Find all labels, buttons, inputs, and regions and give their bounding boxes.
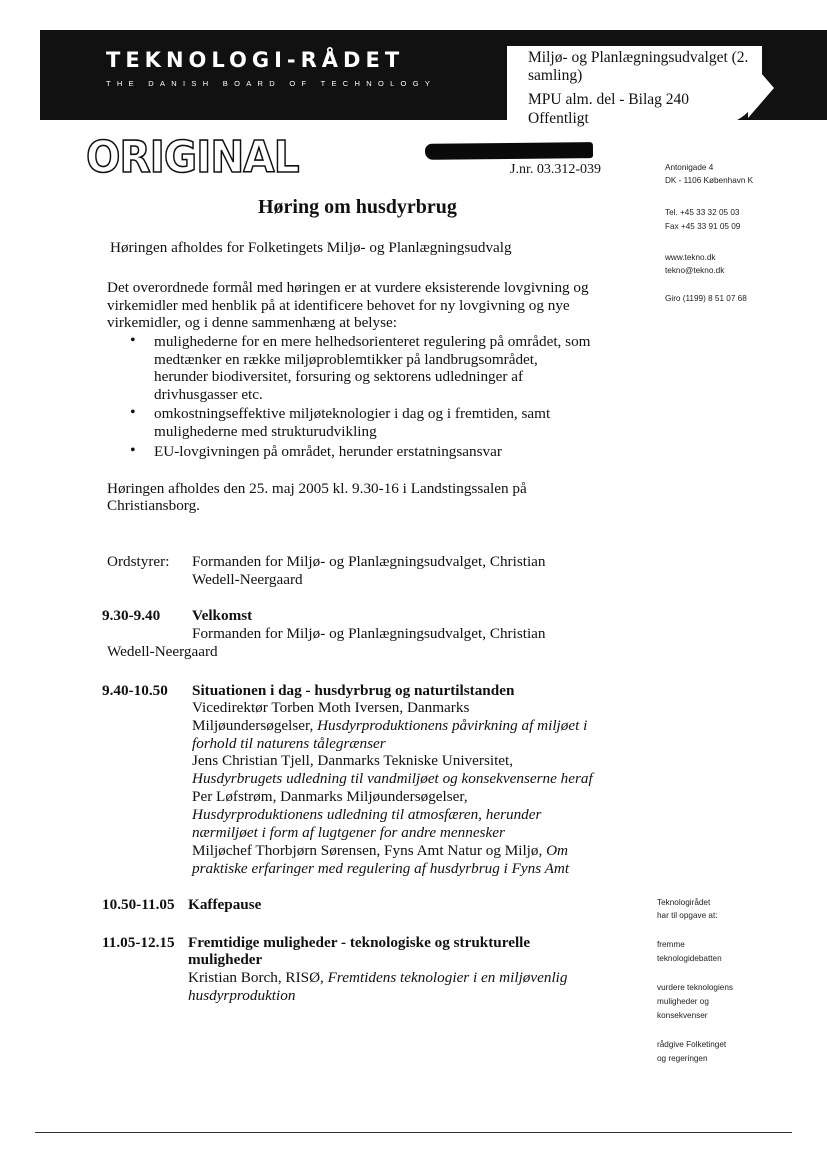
session-time: 10.50-11.05 <box>102 896 175 913</box>
sidebar-purpose-line: Teknologirådet <box>657 898 711 907</box>
bullet-text: EU-lovgivningen på området, herunder erstatningsansvar <box>154 443 502 460</box>
sidebar-purpose-line: og regeringen <box>657 1054 708 1063</box>
logo: TEKNOLOGI-RÅDET <box>106 48 405 72</box>
session-line: Formanden for Miljø- og Planlægningsudvalget, Christian <box>192 625 546 642</box>
ordstyrer-text: Wedell-Neergaard <box>192 571 303 588</box>
speaker-text: Miljøundersøgelser, <box>192 717 318 734</box>
sidebar-purpose-line: konsekvenser <box>657 1011 708 1020</box>
session-time: 9.40-10.50 <box>102 682 168 699</box>
session-heading: muligheder <box>188 951 263 968</box>
speaker-text: Kristian Borch, RISØ, <box>188 969 328 986</box>
label-line: MPU alm. del - Bilag 240 <box>528 91 690 108</box>
contact-email[interactable]: tekno@tekno.dk <box>665 266 725 275</box>
bullet-icon: • <box>130 442 136 459</box>
sidebar-purpose-line: har til opgave at: <box>657 911 718 920</box>
session-heading: Situationen i dag - husdyrbrug og naturtilstanden <box>192 682 515 699</box>
sidebar-purpose-line: fremme <box>657 940 685 949</box>
sidebar-purpose-line: rådgive Folketinget <box>657 1040 727 1049</box>
contact-giro: Giro (1199) 8 51 07 68 <box>665 294 747 303</box>
talk-title: Husdyrproduktionens udledning til atmosfæren, herunder <box>192 806 542 823</box>
date-line: Christiansborg. <box>107 497 200 514</box>
session-line <box>188 969 568 986</box>
speaker-text: Miljøchef Thorbjørn Sørensen, Fyns Amt Natur og Miljø, <box>192 842 547 859</box>
talk-title: husdyrproduktion <box>188 987 296 1004</box>
talk-title: nærmiljøet i form af lugtgener for andre mennesker <box>192 824 505 841</box>
contact-fax: Fax +45 33 91 05 09 <box>665 222 741 231</box>
purpose-line: virkemidler, og i denne sammenhæng at belyse: <box>107 314 397 331</box>
session-time: 11.05-12.15 <box>102 934 175 951</box>
session-line <box>192 717 587 734</box>
sidebar-purpose-line: vurdere teknologiens <box>657 983 734 992</box>
session-line: Jens Christian Tjell, Danmarks Tekniske Universitet, <box>192 752 514 769</box>
session-time: 9.30-9.40 <box>102 607 161 624</box>
contact-city: DK - 1106 København K <box>665 176 754 185</box>
filing-label <box>507 46 762 126</box>
contact-address: Antonigade 4 <box>665 163 714 172</box>
bullet-text: mulighederne for en mere helhedsorienteret regulering på området, som <box>154 333 591 350</box>
contact-phone: Tel. +45 33 32 05 03 <box>665 208 740 217</box>
document-title: Høring om husdyrbrug <box>258 196 457 218</box>
purpose-line: Det overordnede formål med høringen er at vurdere eksisterende lovgivning og <box>107 279 589 296</box>
label-line: samling) <box>528 67 583 84</box>
session-line: Per Løfstrøm, Danmarks Miljøundersøgelser, <box>192 788 468 805</box>
talk-title: Husdyrbrugets udledning til vandmiljøet og konsekvenserne heraf <box>192 770 593 787</box>
bullet-text: drivhusgasser etc. <box>154 386 263 403</box>
purpose-line: virkemidler med henblik på at identificere behovet for ny lovgivning og nye <box>107 297 570 314</box>
contact-web[interactable]: www.tekno.dk <box>665 253 716 262</box>
original-stamp: ORIGINAL <box>86 132 299 183</box>
date-line: Høringen afholdes den 25. maj 2005 kl. 9.30-16 i Landstingssalen på <box>107 480 527 497</box>
sidebar-purpose-line: muligheder og <box>657 997 709 1006</box>
label-line: Offentligt <box>528 110 589 127</box>
talk-title: praktiske erfaringer med regulering af husdyrbrug i Fyns Amt <box>192 860 570 877</box>
talk-title: Husdyrproduktionens påvirkning af miljøet i <box>317 717 588 734</box>
journal-number: J.nr. 03.312-039 <box>510 162 601 177</box>
session-heading: Fremtidige muligheder - teknologiske og strukturelle <box>188 934 531 951</box>
bullet-icon: • <box>130 404 136 421</box>
session-heading: Velkomst <box>192 607 253 624</box>
redaction-bar <box>425 142 593 160</box>
bullet-text: mulighederne med strukturudvikling <box>154 423 377 440</box>
talk-title: Fremtidens teknologier i en miljøvenlig <box>327 969 568 986</box>
logo-subtitle: THE DANISH BOARD OF TECHNOLOGY <box>106 79 437 88</box>
footer-divider <box>35 1132 792 1133</box>
ordstyrer-label: Ordstyrer: <box>107 553 170 570</box>
ordstyrer-text: Formanden for Miljø- og Planlægningsudvalget, Christian <box>192 553 546 570</box>
sidebar-purpose-line: teknologidebatten <box>657 954 722 963</box>
session-heading: Kaffepause <box>188 896 262 913</box>
talk-title: forhold til naturens tålegrænser <box>192 735 386 752</box>
intro-text: Høringen afholdes for Folketingets Miljø- og Planlægningsudvalg <box>110 239 512 256</box>
bullet-icon: • <box>130 332 136 349</box>
label-line: Miljø- og Planlægningsudvalget (2. <box>528 49 749 66</box>
bullet-text: omkostningseffektive miljøteknologier i dag og i fremtiden, samt <box>154 405 551 422</box>
bullet-text: medtænker en række miljøproblemtikker på landbrugsområdet, <box>154 351 538 368</box>
session-line <box>192 842 568 859</box>
bullet-text: herunder biodiversitet, forsuring og sektorens udledninger af <box>154 368 524 385</box>
session-line: Vicedirektør Torben Moth Iversen, Danmarks <box>192 699 470 716</box>
session-line: Wedell-Neergaard <box>107 643 218 660</box>
talk-title: Om <box>546 842 569 859</box>
